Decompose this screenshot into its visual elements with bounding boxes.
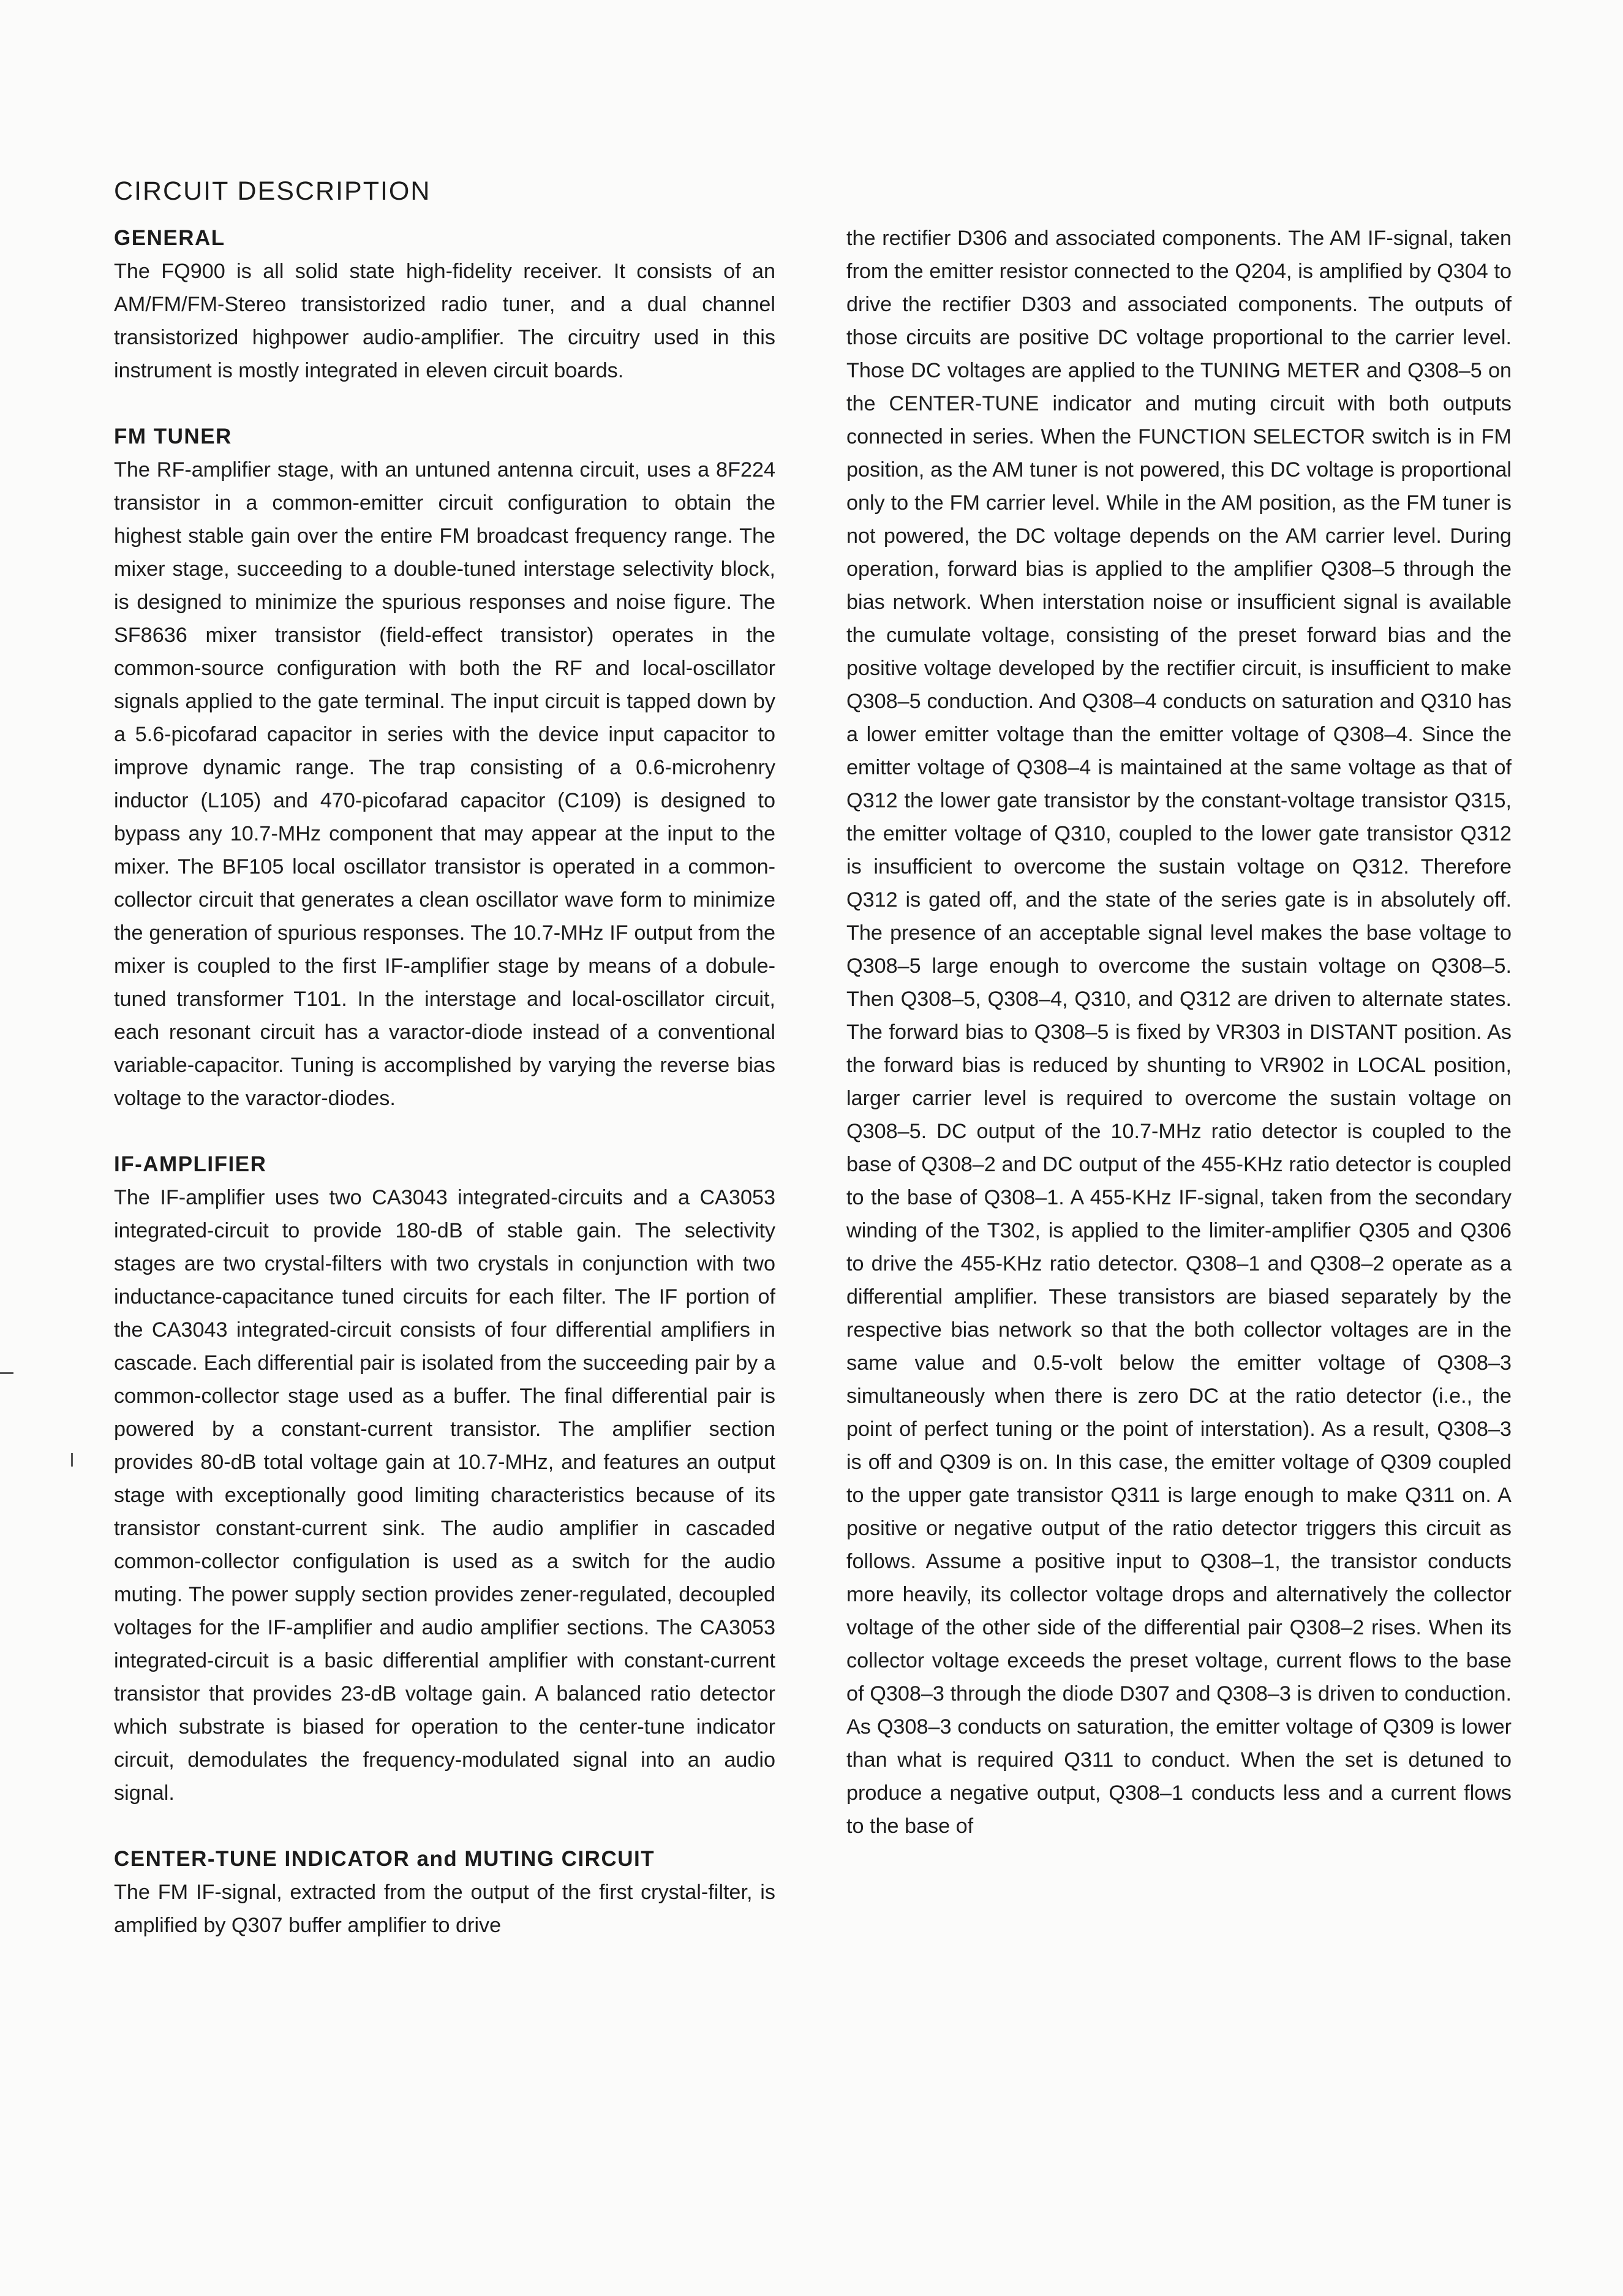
section-heading-center-tune: CENTER-TUNE INDICATOR and MUTING CIRCUIT [114, 1847, 655, 1871]
if-amplifier-paragraph: The IF-amplifier uses two CA3043 integrated-circuits and a CA3053 integrated-circuit to provide 180-dB of stable gain. The selectivity stages are two crystal-filters with two crystals in conjunction with two inductance-capacitance tuned circuits for each filter. The IF portion of the CA3043 integrated-circuit consists of four differential amplifiers in cascade. Each differential pair is isolated from the succeeding pair by a common-collector stage used as a buffer. The final differential pair is powered by a constant-current transistor. The amplifier section provides 80-dB total voltage gain at 10.7-MHz, and features an output stage with exceptionally good limiting characteristics because of its transistor constant-current sink. The audio amplifier in cascaded common-collector configulation is used as a switch for the audio muting. The power supply section provides zener-regulated, decoupled voltages for the IF-amplifier and audio amplifier sections. The CA3053 integrated-circuit is a basic differential amplifier with constant-current transistor that provides 23-dB voltage gain. A balanced ratio detector which substrate is biased for operation to the center-tune indicator circuit, demodulates the frequency-modulated signal into an audio signal. [114, 1186, 775, 1805]
margin-scan-mark [71, 1453, 73, 1467]
right-column [846, 222, 1512, 1843]
section-heading-general: GENERAL [114, 226, 225, 250]
section-heading-fm-tuner: FM TUNER [114, 425, 232, 448]
general-paragraph: The FQ900 is all solid state high-fidelity receiver. It consists of an AM/FM/FM-Stereo transistorized radio tuner, and a dual channel transistorized highpower audio-amplifier. The circuitry used in this instrument is mostly integrated in eleven circuit boards. [114, 260, 775, 382]
margin-scan-mark [0, 1372, 13, 1374]
left-column [114, 222, 775, 1942]
fm-tuner-paragraph: The RF-amplifier stage, with an untuned antenna circuit, uses a 8F224 transistor in a common-emitter circuit configuration to obtain the highest stable gain over the entire FM broadcast frequency range. The mixer stage, succeeding to a double-tuned interstage selectivity block, is designed to minimize the spurious responses and noise figure. The SF8636 mixer transistor (field-effect transistor) operates in the common-source configuration with both the RF and local-oscillator signals applied to the gate terminal. The input circuit is tapped down by a 5.6-picofarad capacitor in series with the device input capacitor to improve dynamic range. The trap consisting of a 0.6-microhenry inductor (L105) and 470-picofarad capacitor (C109) is designed to bypass any 10.7-MHz component that may appear at the input to the mixer. The BF105 local oscillator transistor is operated in a common-collector circuit that generates a clean oscillator wave form to minimize the generation of spurious responses. The 10.7-MHz IF output from the mixer is coupled to the first IF-amplifier stage by means of a dobule-tuned transformer T101. In the interstage and local-oscillator circuit, each resonant circuit has a varactor-diode instead of a conventional variable-capacitor. Tuning is accomplished by varying the reverse bias voltage to the varactor-diodes. [114, 458, 775, 1110]
page-title: CIRCUIT DESCRIPTION [114, 176, 431, 206]
center-tune-paragraph-continued: the rectifier D306 and associated components. The AM IF-signal, taken from the emitter resistor connected to the Q204, is amplified by Q304 to drive the rectifier D303 and associated components. The outputs of those circuits are positive DC voltage proportional to the carrier level. Those DC voltages are applied to the TUNING METER and Q308–5 on the CENTER-TUNE indicator and muting circuit with both outputs connected in series. When the FUNCTION SELECTOR switch is in FM position, as the AM tuner is not powered, this DC voltage is proportional only to the FM carrier level. While in the AM position, as the FM tuner is not powered, the DC voltage depends on the AM carrier level. During operation, forward bias is applied to the amplifier Q308–5 through the bias network. When interstation noise or insufficient signal is available the cumulate voltage, consisting of the preset forward bias and the positive voltage developed by the rectifier circuit, is insufficient to make Q308–5 conduction. And Q308–4 conducts on saturation and Q310 has a lower emitter voltage than the emitter voltage of Q308–4. Since the emitter voltage of Q308–4 is maintained at the same voltage as that of Q312 the lower gate transistor by the constant-voltage transistor Q315, the emitter voltage of Q310, coupled to the lower gate transistor Q312 is insufficient to overcome the sustain voltage on Q312. Therefore Q312 is gated off, and the state of the series gate is in absolutely off. The presence of an acceptable signal level makes the base voltage to Q308–5 large enough to overcome the sustain voltage on Q308–5. Then Q308–5, Q308–4, Q310, and Q312 are driven to alternate states. The forward bias to Q308–5 is fixed by VR303 in DISTANT position. As the forward bias is reduced by shunting to VR902 in LOCAL position, larger carrier level is required to overcome the sustain voltage on Q308–5. DC output of the 10.7-MHz ratio detector is coupled to the base of Q308–2 and DC output of the 455-KHz ratio detector is coupled to the base of Q308–1. A 455-KHz IF-signal, taken from the secondary winding of the T302, is applied to the limiter-amplifier Q305 and Q306 to drive the 455-KHz ratio detector. Q308–1 and Q308–2 operate as a differential amplifier. These transistors are biased separately by the respective bias network so that the both collector voltages are in the same value and 0.5-volt below the emitter voltage of Q308–3 simultaneously when there is zero DC at the ratio detector (i.e., the point of perfect tuning or the point of interstation). As a result, Q308–3 is off and Q309 is on. In this case, the emitter voltage of Q309 coupled to the upper gate transistor Q311 is large enough to make Q311 on. A positive or negative output of the ratio detector triggers this circuit as follows. Assume a positive input to Q308–1, the transistor conducts more heavily, its collector voltage drops and alternatively the collector voltage of the other side of the differential pair Q308–2 rises. When its collector voltage exceeds the preset voltage, current flows to the base of Q308–3 through the diode D307 and Q308–3 is driven to conduction. As Q308–3 conducts on saturation, the emitter voltage of Q309 is lower than what is required Q311 to conduct. When the set is detuned to produce a negative output, Q308–1 conducts less and a current flows to the base of [846, 227, 1512, 1838]
center-tune-paragraph-start: The FM IF-signal, extracted from the output of the first crystal-filter, is amplified by Q307 buffer amplifier to drive [114, 1881, 775, 1937]
section-heading-if-amplifier: IF-AMPLIFIER [114, 1152, 267, 1176]
